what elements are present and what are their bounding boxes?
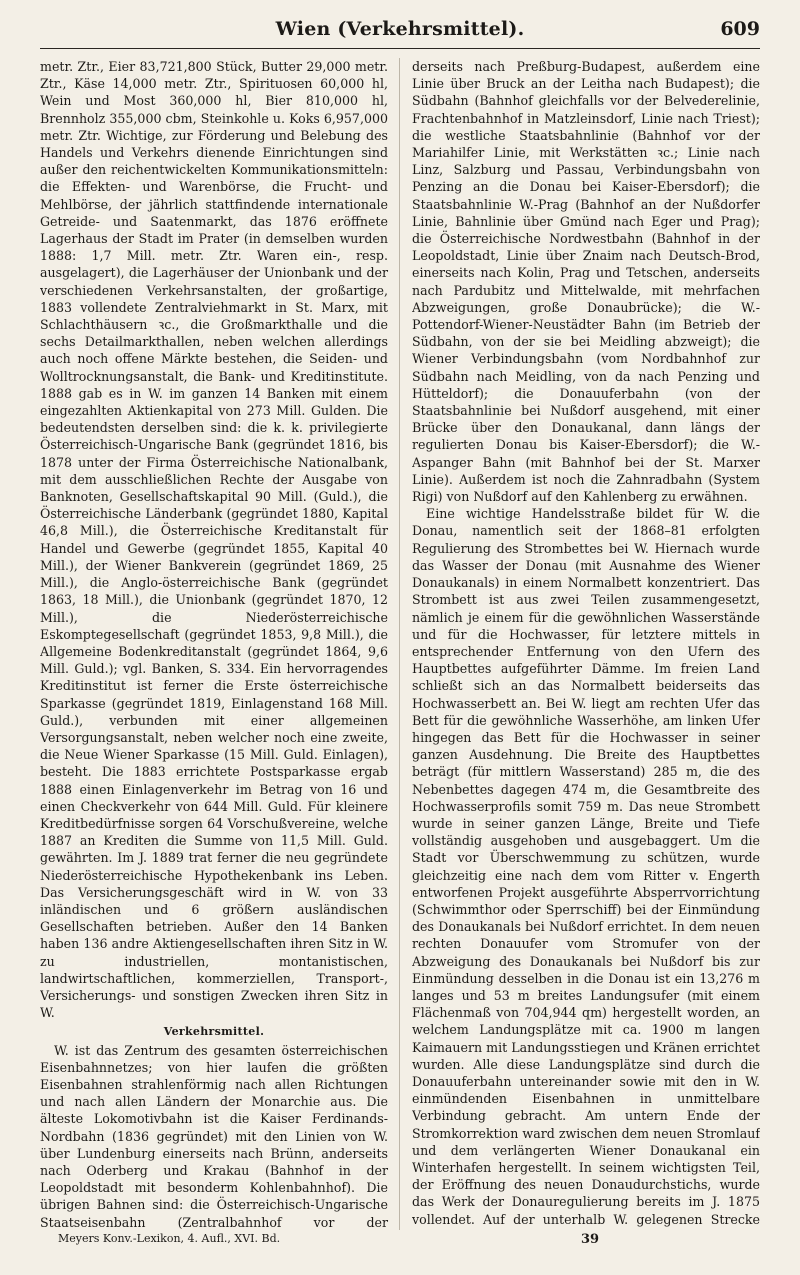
text-columns [40, 58, 760, 1230]
paragraph: metr. Ztr., Eier 83,721,800 Stück, Butter 29,000 metr. Ztr., Käse 14,000 metr. Ztr., Spirituosen 60,000 hl, Wein und Most 360,000 hl, Bier 810,000 hl, Brennholz 355,000 cbm, Steinkohle u. Koks 6,957,000 metr. Ztr. Wichtige, zur Förderung und Belebung des Handels und Verkehrs dienende Einrichtungen sind außer den reichentwickelten Kommunikationsmitteln: die Effekten- und Warenbörse, die Frucht- und Mehlbörse, der jährlich stattfindende internationale Getreide- und Saatenmarkt, das 1876 eröffnete Lagerhaus der Stadt im Prater (in demselben wurden 1888: 1,7 Mill. metr. Ztr. Waren ein-, resp. ausgelagert), die Lagerhäuser der Unionbank und der verschiedenen Verkehrsanstalten, der großartige, 1883 vollendete Zentralviehmarkt in St. Marx, mit Schlachthäusern ꝛc., die Großmarkthalle und die sechs Detailmarkthallen, neben welchen allerdings auch noch offene Märkte bestehen, die Seiden- und Wolltrocknungsanstalt, die Bank- und Kreditinstitute. 1888 gab es in W. im ganzen 14 Banken mit einem eingezahlten Aktienkapital von 273 Mill. Gulden. Die bedeutendsten derselben sind: die k. k. privilegierte Österreichisch-Ungarische Bank (gegründet 1816, bis 1878 unter der Firma Österreichische Nationalbank, mit dem ausschließlichen Rechte der Ausgabe von Banknoten, Gesellschaftskapital 90 Mill. (Guld.), die Österreichische Länderbank (gegründet 1880, Kapital 46,8 Mill.), die Österreichische Kreditanstalt für Handel und Gewerbe (gegründet 1855, Kapital 40 Mill.), der Wiener Bankverein (gegründet 1869, 25 Mill.), die Anglo-österreichische Bank (gegründet 1863, 18 Mill.), die Unionbank (gegründet 1870, 12 Mill.), die Niederösterreichische Eskomptegesellschaft (gegründet 1853, 9,8 Mill.), die Allgemeine Bodenkreditanstalt (gegründet 1864, 9,6 Mill. Guld.); vgl. Banken, S. 334. Ein hervorragendes Kreditinstitut ist ferner die Erste österreichische Sparkasse (gegründet 1819, Einlagenstand 168 Mill. Guld.), verbunden mit einer allgemeinen Versorgungsanstalt, neben welcher noch eine zweite, die Neue Wiener Sparkasse (15 Mill. Guld. Einlagen), besteht. Die 1883 errichtete Postsparkasse ergab 1888 einen Einlagenverkehr im Betrag von 16 und einen Checkverkehr von 644 Mill. Guld. Für kleinere Kreditbedürfnisse sorgen 64 Vorschußvereine, welche 1887 an Krediten die Summe von 11,5 Mill. Guld. gewährten. Im J. 1889 trat ferner die neu gegründete Niederösterreichische Hypothekenbank ins Leben. Das Versicherungsgeschäft wird in W. von 33 inländischen und 6 größern ausländischen Gesellschaften betrieben. Außer den 14 Banken haben 136 andre Aktiengesellschaften ihren Sitz in W. zu industriellen, montanistischen, landwirtschaftlichen, kommerziellen, Transport-, Versicherungs- und sonstigen Zwecken ihren Sitz in W. [40, 59, 388, 1021]
signature-mark: 39 [580, 1232, 600, 1247]
paragraph: derseits nach Preßburg-Budapest, außerdem eine Linie über Bruck an der Leitha nach Budapest); die Südbahn (Bahnhof gleichfalls vor der Belvederelinie, Frachtenbahnhof in Matzleinsdorf, Linie nach Triest); die westliche Staatsbahnlinie (Bahnhof vor der Mariahilfer Linie, mit Werkstätten ꝛc.; Linie nach Linz, Salzburg und Passau, Verbindungsbahn von Penzing an die Donau bei Kaiser-Ebersdorf); die Staatsbahnlinie W.-Prag (Bahnhof an der Nußdorfer Linie, Bahnlinie über Gmünd nach Eger und Prag); die Österreichische Nordwestbahn (Bahnhof in der Leopoldstadt, Linie über Znaim nach Deutsch-Brod, einerseits nach Kolin, Prag und Tetschen, anderseits nach Pardubitz und Mittelwalde, mit mehrfachen Abzweigungen, große Donaubrücke); die W.-Pottendorf-Wiener-Neustädter Bahn (im Betrieb der Südbahn, von der sie bei Meidling abzweigt); die Wiener Verbindungsbahn (vom Nordbahnhof zur Südbahn nach Meidling, von da nach Penzing und Hütteldorf); die Donauuferbahn (von der Staatsbahnlinie bei Nußdorf ausgehend, mit einer Brücke über den Donaukanal, dann längs der regulierten Donau bis Kaiser-Ebersdorf); die W.-Aspanger Bahn (mit Bahnhof bei der St. Marxer Linie). Außerdem ist noch die Zahnradbahn (System Rigi) von Nußdorf auf den Kahlenberg zu erwähnen. [412, 59, 760, 505]
page-title: Wien (Verkehrsmittel). [275, 18, 525, 40]
left-column [40, 58, 400, 1230]
paragraph: Eine wichtige Handelsstraße bildet für W. die Donau, namentlich seit der 1868–81 erfolgten Regulierung des Strombettes bei W. Hiernach wurde das Wasser der Donau (mit Ausnahme des Wiener Donaukanals) in einem Normalbett konzentriert. Das Strombett ist aus zwei Teilen zusammengesetzt, nämlich je einem für die gewöhnlichen Wasserstände und für die Hochwasser, für letztere mittels in entsprechender Entfernung von den Ufern des Hauptbettes aufgeführter Dämme. Im freien Land schließt sich an das Normalbett beiderseits das Hochwasserbett an. Bei W. liegt am rechten Ufer das Bett für die gewöhnliche Wasserhöhe, am linken Ufer hingegen das Bett für die Hochwasser in seiner ganzen Ausdehnung. Die Breite des Hauptbettes beträgt (für mittlern Wasserstand) 285 m, die des Nebenbettes dagegen 474 m, die Gesamtbreite des Hochwasserprofils somit 759 m. Das neue Strombett wurde in seiner ganzen Länge, Breite und Tiefe vollständig ausgehoben und ausgebaggert. Um die Stadt vor Überschwemmung zu schützen, wurde gleichzeitig eine nach dem vom Ritter v. Engerth entworfenen Projekt ausgeführte Absperrvorrichtung (Schwimmthor oder Sperrschiff) bei der Einmündung des Donaukanals bei Nußdorf errichtet. In dem neuen rechten Donauufer vom Stromufer von der Abzweigung des Donaukanals bei Nußdorf bis zur Einmündung desselben in die Donau ist ein 13,276 m langes und 53 m breites Landungsufer (mit einem Flächenmaß von 704,944 qm) hergestellt worden, an welchem Landungsplätze mit ca. 1900 m langen Kaimauern mit Landungsstiegen und Kränen errichtet wurden. Alle diese Landungsplätze sind durch die Donauuferbahn untereinander sowie mit den in W. einmündenden Eisenbahnen in unmittelbare Verbindung gebracht. Am untern Ende der Stromkorrektion ward zwischen dem neuen Stromlauf und dem verlängerten Wiener Donaukanal ein Winterhafen hergestellt. In seinem wichtigsten Teil, der Eröffnung des neuen Donaudurchstichs, wurde das Werk der Donauregulierung bereits im J. 1875 vollendet. Auf der unterhalb W. gelegenen Strecke [412, 506, 760, 1227]
page-header [40, 18, 760, 49]
publisher-footer: Meyers Konv.-Lexikon, 4. Aufl., XVI. Bd. [58, 1232, 281, 1245]
paragraph: W. ist das Zentrum des gesamten österreichischen Eisenbahnnetzes; von hier laufen die größten Eisenbahnen strahlenförmig nach allen Richtungen und nach allen Ländern der Monarchie aus. Die älteste Lokomotivbahn ist die Kaiser Ferdinands-Nordbahn (1836 gegründet) mit den Linien von W. über Lundenburg einerseits nach Brünn, anderseits nach Oderberg und Krakau (Bahnhof in der Leopoldstadt mit besonderm Kohlenbahnhof). Die übrigen Bahnen sind: die Österreichisch-Ungarische Staatseisenbahn (Zentralbahnhof vor der [40, 1042, 388, 1230]
section-heading: Verkehrsmittel. [163, 1025, 265, 1039]
right-column [412, 58, 760, 1230]
page-number: 609 [720, 18, 760, 40]
